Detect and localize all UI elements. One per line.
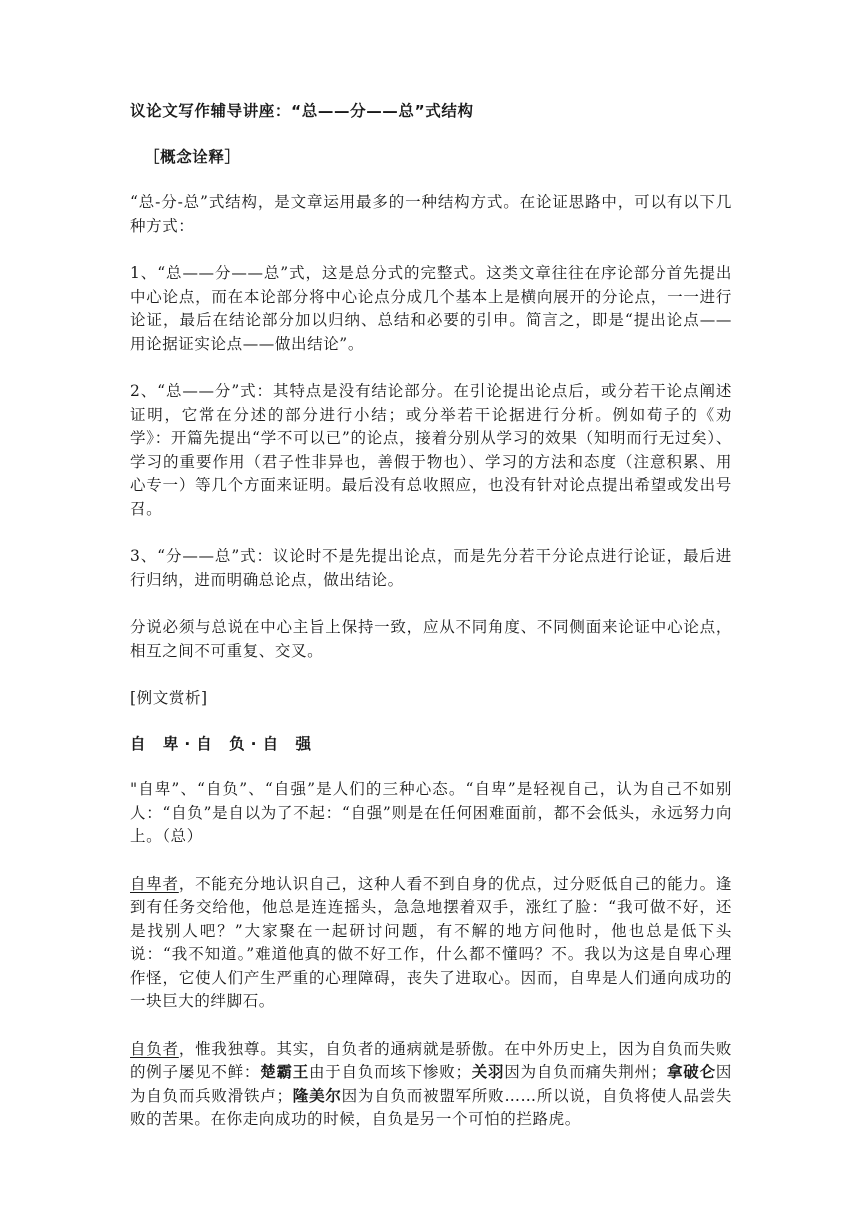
document-page	[130, 100, 732, 1156]
historical-name-chubawang: 楚霸王	[260, 1063, 310, 1081]
zibei-body-text: ，不能充分地认识自己，这种人看不到自身的优点，过分贬低自己的能力。逢到有任务交给他，他总是连连摇头，急急地摆着双手，涨红了脸：“我可做不好，还是找别人吧？”大家聚在一起研讨问题，有不解的地方问他时，他也总是低下头说：“我不知道。”难道他真的做不好工作，什么都不懂吗？不。我以为这是自卑心理作怪，它使人们产生严重的心理障碍，丧失了进取心。因而，自卑是人们通向成功的一块巨大的绊脚石。	[130, 874, 732, 1010]
essay-intro-paragraph: "自卑”、“自负”、“自强”是人们的三种心态。“自卑”是轻视自己，认为自己不如别人：“自负”是自以为了不起：“自强”则是在任何困难面前，都不会低头，永远努力向上。（总）	[130, 780, 732, 845]
zibei-lead-term: 自卑者	[130, 874, 179, 893]
historical-name-rommel: 隆美尔	[292, 1086, 342, 1105]
essay-zibei-paragraph	[130, 873, 732, 1014]
document-title: 议论文写作辅导讲座：“总——分——总”式结构	[130, 102, 474, 120]
structure-point-3-paragraph: 3、“分——总”式：议论时不是先提出论点，而是先分若干分论点进行论证，最后进行归纳，进而明确总论点，做出结论。	[130, 547, 732, 589]
example-section-label: [例文赏析]	[130, 689, 208, 707]
structure-point-1-paragraph: 1、“总——分——总”式，这是总分式的完整式。这类文章往往在序论部分首先提出中心论点，而在本论部分将中心论点分成几个基本上是横向展开的分论点，一一进行论证，最后在结论部分加以归纳、总结和必要的引申。简言之，即是“提出论点——用论据证实论点——做出结论”。	[130, 264, 732, 353]
essay-title: 自 卑·自 负·自 强	[130, 734, 317, 753]
essay-zifu-paragraph	[130, 1038, 732, 1132]
zifu-body-text-2: 由于自负而垓下惨败；	[309, 1063, 472, 1081]
historical-name-guanyu: 关羽	[471, 1063, 505, 1081]
structure-point-2-paragraph: 2、“总——分”式：其特点是没有结论部分。在引论提出论点后，或分若干论点阐述证明，它常在分述的部分进行小结；或分举若干论据进行分析。例如荀子的《劝学》：开篇先提出“学不可以已”的论点，接着分别从学习的效果（知明而行无过矣）、学习的重要作用（君子性非异也，善假于物也）、学习的方法和态度（注意积累、用心专一）等几个方面来证明。最后没有总收照应，也没有针对论点提出希望或发出号召。	[130, 382, 732, 518]
historical-name-napoleon: 拿破仑	[666, 1063, 716, 1081]
zifu-body-text-1: ，惟我独尊。其实，自负者的通病就是骄傲。在中外历史上，因为自负而失败的例子屡见不鲜：	[130, 1039, 732, 1081]
zifu-lead-term: 自负者	[130, 1039, 179, 1058]
zifu-body-text-4: 因为自负而兵败滑铁卢；	[130, 1063, 732, 1105]
zifu-body-text-3: 因为自负而痛失荆州；	[504, 1063, 667, 1081]
structure-note-paragraph: 分说必须与总说在中心主旨上保持一致，应从不同角度、不同侧面来论证中心论点，相互之间不可重复、交叉。	[130, 618, 732, 660]
concept-section-label: ［概念诠释］	[144, 147, 241, 166]
concept-intro-paragraph: “总-分-总”式结构，是文章运用最多的一种结构方式。在论证思路中，可以有以下几种方式：	[130, 193, 732, 235]
zifu-body-text-5: 因为自负而被盟军所败……所以说，自负将使人品尝失败的苦果。在你走向成功的时候，自负是另一个可怕的拦路虎。	[130, 1086, 732, 1128]
